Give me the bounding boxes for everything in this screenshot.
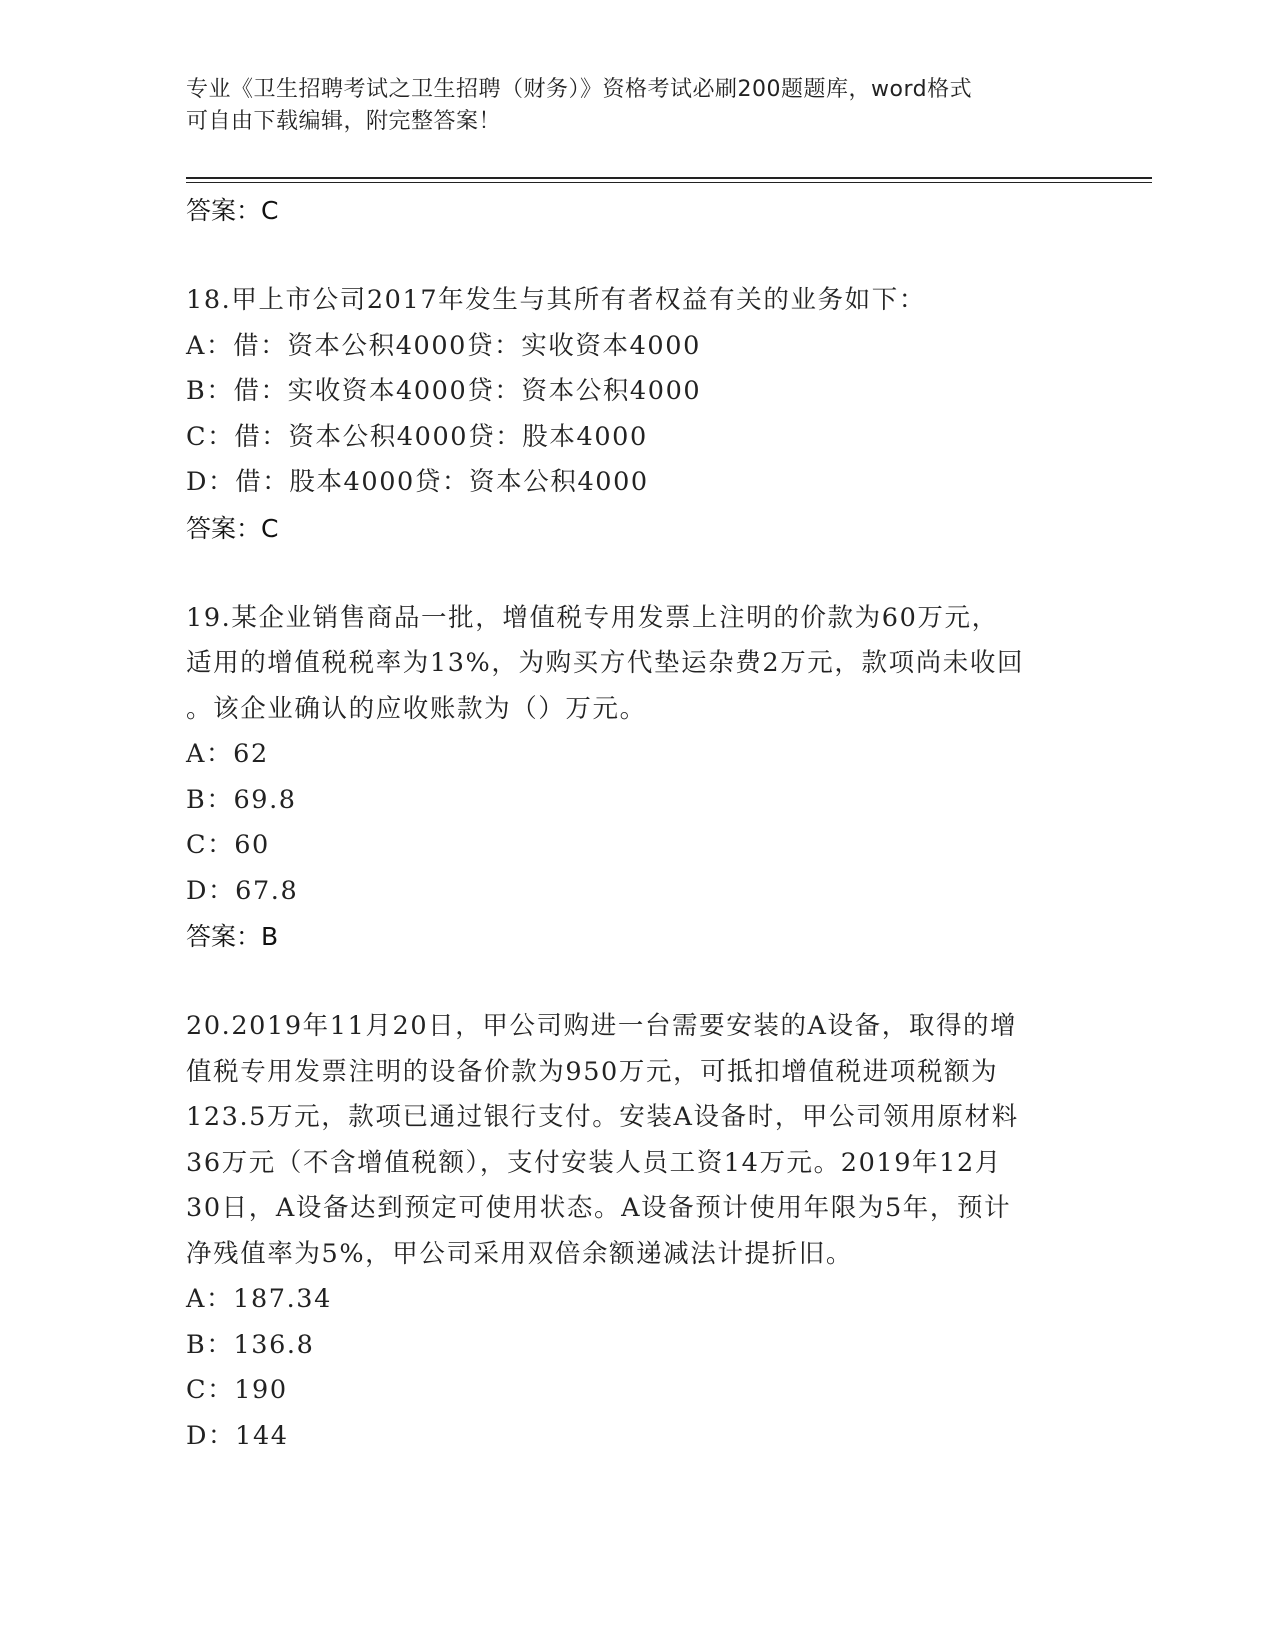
header-divider-thin xyxy=(186,182,1152,183)
question-text-line: 适用的增值税税率为13%，为购买方代垫运杂费2万元，款项尚未收回 xyxy=(186,648,1025,678)
option-d: D：144 xyxy=(186,1420,289,1451)
header-line-1: 专业《卫生招聘考试之卫生招聘（财务）》资格考试必刷200题题库，word格式 xyxy=(186,77,973,102)
question-text-line: 123.5万元，款项已通过银行支付。安装A设备时，甲公司领用原材料 xyxy=(186,1102,1019,1132)
question-text-line: 净残值率为5%，甲公司采用双倍余额递减法计提折旧。 xyxy=(186,1238,853,1269)
option-b: B：136.8 xyxy=(186,1329,315,1360)
spacer xyxy=(186,552,1086,596)
header-line-2: 可自由下载编辑，附完整答案！ xyxy=(186,109,502,134)
question-text-line: 36万元（不含增值税额），支付安装人员工资14万元。2019年12月 xyxy=(186,1147,1002,1178)
question-20 xyxy=(186,1004,1086,1459)
option-c: C：借：资本公积4000贷：股本4000 xyxy=(186,421,648,452)
option-a: A：62 xyxy=(186,739,269,769)
question-text-line: 18.甲上市公司2017年发生与其所有者权益有关的业务如下： xyxy=(186,285,926,315)
option-d: D：67.8 xyxy=(186,875,299,906)
option-a: A：借：资本公积4000贷：实收资本4000 xyxy=(186,330,701,361)
question-text-line: 30日，A设备达到预定可使用状态。A设备预计使用年限为5年，预计 xyxy=(186,1193,1012,1223)
option-d: D：借：股本4000贷：资本公积4000 xyxy=(186,467,649,497)
question-text-line: 20.2019年11月20日，甲公司购进一台需要安装的A设备，取得的增 xyxy=(186,1011,1018,1041)
question-text-line: 值税专用发票注明的设备价款为950万元，可抵扣增值税进项税额为 xyxy=(186,1056,999,1087)
document-header xyxy=(186,74,1086,138)
previous-answer: 答案：C xyxy=(186,196,279,225)
question-content xyxy=(186,188,1086,1459)
header-divider-thick xyxy=(186,177,1152,179)
answer: 答案：C xyxy=(186,513,279,543)
answer: 答案：B xyxy=(186,922,279,951)
option-b: B：借：实收资本4000贷：资本公积4000 xyxy=(186,376,702,406)
question-18 xyxy=(186,278,1086,552)
option-c: C：190 xyxy=(186,1375,288,1405)
spacer xyxy=(186,960,1086,1004)
spacer xyxy=(186,234,1086,278)
option-b: B：69.8 xyxy=(186,784,297,815)
option-a: A：187.34 xyxy=(186,1284,332,1314)
question-text-line: 19.某企业销售商品一批，增值税专用发票上注明的价款为60万元， xyxy=(186,602,999,633)
option-c: C：60 xyxy=(186,830,270,860)
question-text-line: 。该企业确认的应收账款为（）万元。 xyxy=(186,693,647,724)
question-19 xyxy=(186,596,1086,961)
